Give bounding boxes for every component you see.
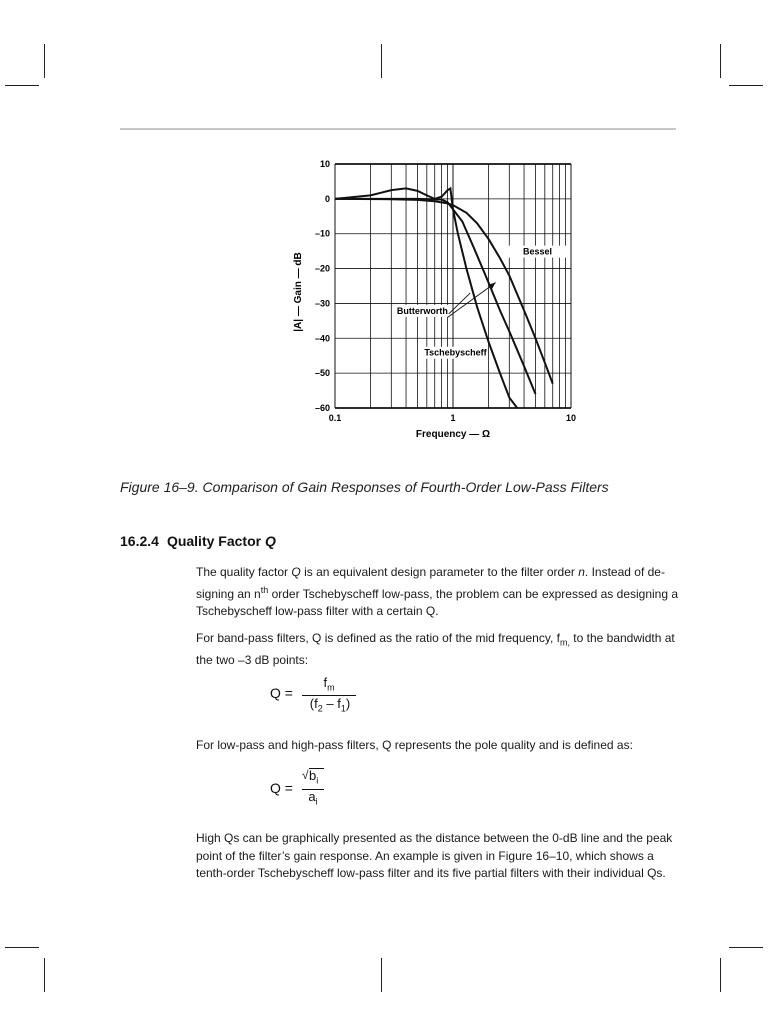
equation-fraction: [302, 677, 356, 717]
annotation-label: Tschebyscheff: [424, 347, 487, 358]
text-run: i: [316, 775, 319, 786]
crop-mark: [720, 958, 721, 992]
crop-mark: [5, 85, 39, 86]
equation-lowpass-q: [270, 766, 350, 810]
text-run: n: [578, 565, 585, 579]
text-run: For low-pass and high-pass filters, Q represents the pole quality and is defined as:: [196, 738, 633, 752]
text-run: a: [308, 789, 316, 804]
crop-mark: [720, 44, 721, 78]
equation-lhs: Q =: [270, 685, 293, 701]
paragraph-low-pass: [196, 737, 680, 755]
x-tick-label: 10: [565, 413, 577, 423]
text-run: ): [345, 696, 351, 711]
y-tick-label: –20: [314, 263, 330, 274]
section-heading: [120, 533, 276, 549]
x-tick-labels: [329, 413, 576, 423]
section-title: Quality Factor: [166, 533, 265, 549]
crop-mark: [381, 44, 382, 78]
text-run: i: [315, 796, 318, 807]
text-run: f: [323, 675, 328, 690]
fraction-numerator: [309, 768, 318, 786]
gain-response-chart: [280, 150, 600, 450]
text-run: (f: [309, 696, 318, 711]
text-run: b: [309, 768, 317, 783]
crop-mark: [44, 958, 45, 992]
y-tick-label: –40: [314, 333, 330, 344]
paragraph-quality-factor: [196, 564, 680, 621]
header-rule: [120, 128, 676, 130]
annotation-label: Butterworth: [396, 305, 448, 316]
text-run: th: [260, 584, 269, 595]
y-axis-label: |A| — Gain — dB: [293, 252, 304, 332]
text-run: Q: [291, 565, 301, 579]
y-tick-label: –60: [314, 403, 330, 413]
x-axis-label: Frequency — Ω: [415, 429, 491, 440]
crop-mark: [44, 44, 45, 78]
text-run: to the bandwidth at the two –3 dB points:: [196, 631, 675, 667]
equation-fraction: [302, 766, 324, 810]
crop-mark: [729, 947, 763, 948]
text-run: 1: [340, 703, 346, 714]
chart-series: [335, 188, 553, 408]
y-tick-labels: [315, 159, 330, 413]
text-run: . Instead of de-signing an n: [196, 565, 665, 601]
series-tschebyscheff-line: [335, 188, 517, 408]
y-tick-label: 0: [324, 193, 330, 204]
crop-mark: [5, 947, 39, 948]
text-run: m: [327, 682, 335, 693]
text-run: 2: [317, 703, 323, 714]
figure-caption: Figure 16–9. Comparison of Gain Responses of Fourth-Order Low-Pass Filters: [120, 479, 609, 495]
x-tick-label: 1: [450, 413, 456, 423]
text-run: The quality factor: [196, 565, 292, 579]
text-run: is an equivalent design parameter to the filter order: [300, 565, 579, 579]
paragraph-band-pass: [196, 630, 680, 669]
y-tick-label: –50: [314, 368, 330, 379]
text-run: m,: [559, 637, 570, 648]
paragraph-high-q: [196, 830, 680, 883]
annotation-label: Bessel: [522, 246, 553, 257]
text-run: – f: [322, 696, 341, 711]
fraction-denominator: [298, 696, 362, 714]
text-run: order Tschebyscheff low-pass, the problem can be expressed as designing a Tschebyscheff low-pass filter with a certain Q.: [196, 586, 679, 618]
equation-bandpass-q: [270, 677, 370, 717]
equation-lhs: Q =: [270, 780, 293, 796]
y-tick-label: 10: [319, 159, 330, 169]
y-tick-label: –10: [314, 228, 330, 239]
chart-grid: [335, 164, 571, 408]
crop-mark: [729, 85, 763, 86]
y-tick-label: –30: [314, 298, 330, 309]
section-title-symbol: Q: [264, 533, 276, 549]
section-number: 16.2.4: [120, 533, 159, 549]
fraction-denominator: [302, 789, 324, 807]
x-tick-label: 0.1: [328, 413, 342, 423]
series-butterworth-line: [335, 199, 535, 394]
fraction-numerator: [302, 675, 356, 693]
sqrt-sign: √: [302, 768, 309, 782]
text-run: High Qs can be graphically presented as the distance between the 0-dB line and the peak point of the filter’s gain response. An example is given in Figure 16–10, which shows a tenth-order Tschebyscheff low-pass filter and its five partial filters with their individual Qs.: [196, 831, 673, 880]
crop-mark: [381, 958, 382, 992]
text-run: For band-pass filters, Q is defined as the ratio of the mid frequency, f: [196, 631, 560, 645]
